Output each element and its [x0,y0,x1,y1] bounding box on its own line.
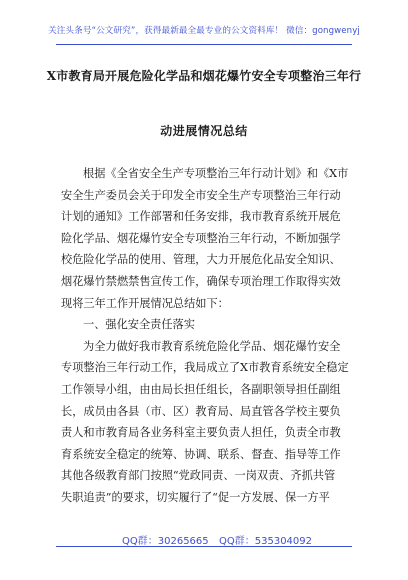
body-line: 安全生产委员会关于印发全市安全生产专项整治三年行动 [61,188,341,202]
body-line: 育系统安全稳定的统筹、协调、联系、督查、指导等工作 [61,447,341,461]
body-line: 根据《全省安全生产专项整治三年行动计划》和《X市 [83,167,349,180]
document-title-line-1: X市教育局开展危险化学品和烟花爆竹安全专项整治三年行 [46,69,362,83]
body-line: 现将三年工作开展情况总结如下： [61,296,229,310]
footer-qq-group-1: QQ群：30265665 [122,536,209,547]
body-line: 工作领导小组，由由局长担任组长，各副职领导担任副组 [61,382,341,396]
body-line: 长，成员由各县（市、区）教育局、局直管各学校主要负 [61,404,341,418]
footer-qq-group-2: QQ群：535304092 [219,536,313,547]
body-line: 为全力做好我市教育系统危险化学品、烟花爆竹安全 [83,339,341,353]
body-line: 校危险化学品的使用、管理，大力开展危化品安全知识、 [61,253,341,267]
document-body [61,163,355,509]
section-heading: 一、强化安全责任落实 [83,318,195,332]
body-line: 其他各级教育部门按照“党政同责、一岗双责、齐抓共管 [61,469,336,483]
body-line: 失职追责”的要求，切实履行了“促一方发展、保一方平 [61,490,330,504]
document-title-line-2: 动进展情况总结 [160,124,248,138]
body-line: 责人和市教育局各业务科室主要负责人担任，负责全市教 [61,426,341,440]
body-line: 专项整治三年行动工作，我局成立了X市教育系统安全稳定 [61,361,349,375]
body-line: 计划的通知》工作部署和任务安排，我市教育系统开展危 [61,210,341,224]
body-line: 烟花爆竹禁燃禁售宣传工作，确保专项治理工作取得实效 [61,274,341,288]
header-banner: 关注头条号“公文研究”，获得最新最全最专业的公文资料库！ 微信：gongwenyj [48,26,360,36]
header-divider [56,44,352,45]
footer-divider [56,546,352,547]
body-line: 险化学品、烟花爆竹安全专项整治三年行动，不断加强学 [61,231,341,245]
